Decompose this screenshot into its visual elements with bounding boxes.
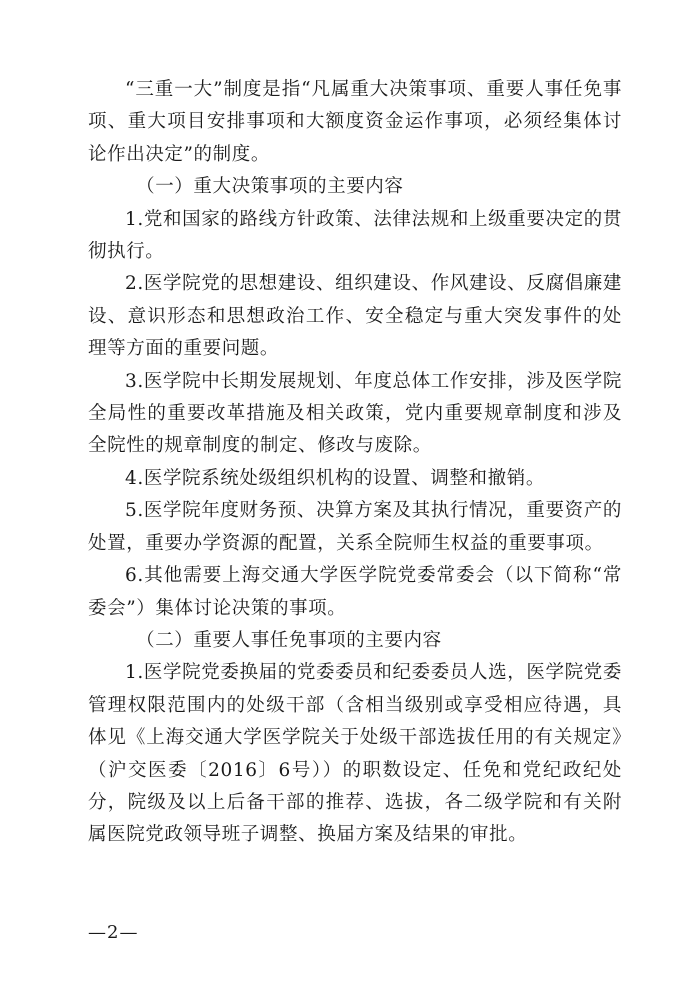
section-heading-personnel: （二）重要人事任免事项的主要内容 [136,629,442,651]
paragraph-definition: “三重一大”制度是指“凡属重大决策事项、重要人事任免事项、重大项目安排事项和大额度资金运作事项，必须经集体讨论作出决定”的制度。 [88,79,622,165]
document-body [88,74,622,852]
page-number: —2— [88,922,139,943]
paragraph-personnel-item-1: 1.医学院党委换届的党委委员和纪委委员人选，医学院党委管理权限范围内的处级干部（含相当级别或享受相应待遇，具体见《上海交通大学医学院关于处级干部选拔任用的有关规定》（沪交医委〔2016〕6号））的职数设定、任免和党纪政纪处分，院级及以上后备干部的推荐、选拔，各二级学院和有关附属医院党政领导班子调整、换届方案及结果的审批。 [88,662,622,846]
paragraph-item-6: 6.其他需要上海交通大学医学院党委常委会（以下简称“常委会”）集体讨论决策的事项。 [88,565,622,619]
paragraph-item-5: 5.医学院年度财务预、决算方案及其执行情况，重要资产的处置，重要办学资源的配置，关系全院师生权益的重要事项。 [88,500,622,554]
paragraph-item-2: 2.医学院党的思想建设、组织建设、作风建设、反腐倡廉建设、意识形态和思想政治工作、安全稳定与重大突发事件的处理等方面的重要问题。 [88,273,622,360]
section-heading-major-decisions: （一）重大决策事项的主要内容 [136,176,404,198]
paragraph-item-4: 4.医学院系统处级组织机构的设置、调整和撤销。 [125,467,545,489]
paragraph-item-1: 1.党和国家的路线方针政策、法律法规和上级重要决定的贯彻执行。 [88,208,622,263]
paragraph-item-3: 3.医学院中长期发展规划、年度总体工作安排，涉及医学院全局性的重要改革措施及相关政策，党内重要规章制度和涉及全院性的规章制度的制定、修改与废除。 [88,370,622,457]
